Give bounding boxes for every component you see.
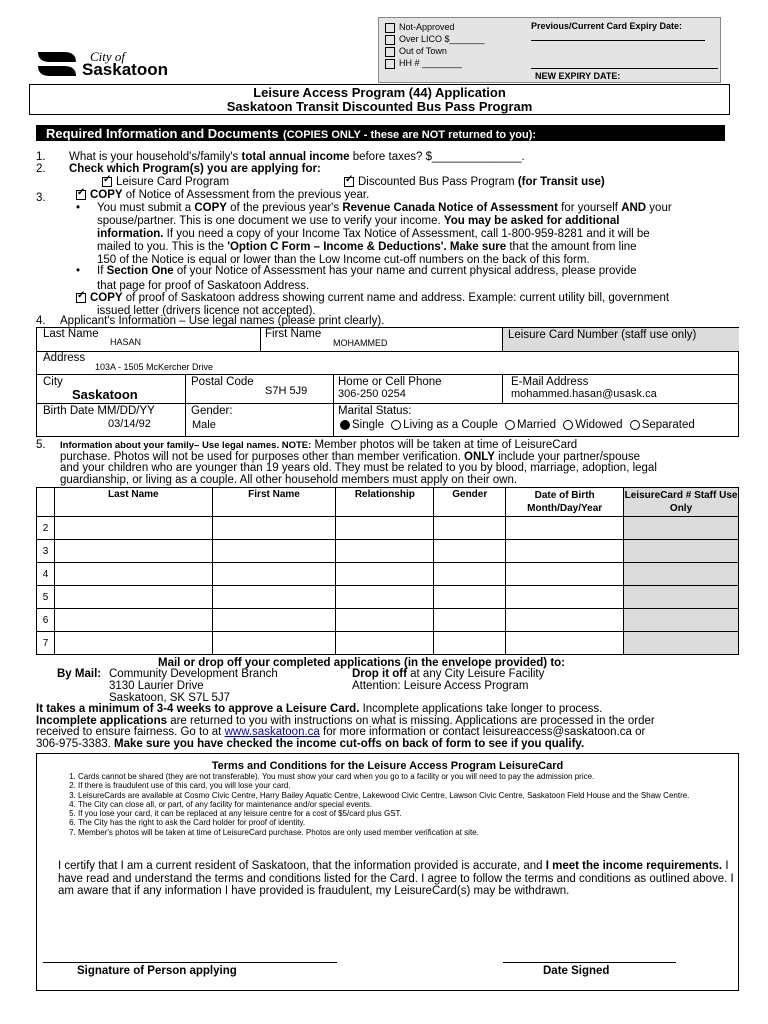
terms-item: 6. The City has the right to ask the Card holder for proof of identity. xyxy=(78,818,758,827)
terms-item: 7. Member's photos will be taken at time of LeisureCard purchase. Photos are only used member verification at site. xyxy=(78,828,758,837)
title-box xyxy=(29,84,730,115)
question-2: 2. Check which Program(s) you are applying for: xyxy=(36,163,321,175)
bullet-icon: • xyxy=(76,265,81,277)
checkbox-checked-icon xyxy=(76,293,86,303)
first-name-label: First Name xyxy=(265,328,322,340)
col-header-relationship: Relationship xyxy=(336,488,434,517)
mail-heading: Mail or drop off your completed applications (in the envelope provided) to: xyxy=(158,657,565,669)
prev-expiry-line[interactable] xyxy=(531,40,705,41)
table-cell[interactable] xyxy=(336,563,434,586)
q3-copy-address[interactable]: ✓COPY of proof of Saskatoon address showing current name and address. Example: current utility bill, government issued letter (drivers licence not accepted). xyxy=(76,292,740,318)
terms-item: 4. The City can close all, or part, of any facility for maintenance and/or special events. xyxy=(78,800,758,809)
program-option-bus-pass[interactable]: ✓ Discounted Bus Pass Program (for Transit use) xyxy=(344,176,605,189)
postal-code-field[interactable]: S7H 5J9 xyxy=(265,385,308,397)
birth-date-label: Birth Date MM/DD/YY xyxy=(43,405,155,417)
q3-bullet-2: • If Section One of your Notice of Assessment has your name and current physical address, please provide that page for proof of Saskatoon Address. xyxy=(76,265,637,292)
terms-item: 1. Cards cannot be shared (they are not transferable). You must show your card when you go to a facility or you will need to pay the admission price. xyxy=(78,772,758,781)
table-cell[interactable] xyxy=(212,563,336,586)
marital-status-label: Marital Status: xyxy=(338,405,412,417)
signature-label: Signature of Person applying xyxy=(77,965,237,977)
family-members-table xyxy=(36,487,739,655)
table-cell[interactable] xyxy=(336,609,434,632)
table-cell[interactable] xyxy=(336,540,434,563)
terms-item: 5. If you lose your card, it can be replaced at any leisure centre for a cost of $5/card plus GST. xyxy=(78,809,758,818)
staff-item-out-of-town[interactable]: Out of Town xyxy=(385,45,485,57)
table-cell[interactable] xyxy=(336,586,434,609)
mail-address: Community Development Branch 3130 Laurier Drive Saskatoon, SK S7L 5J7 xyxy=(109,668,278,704)
saskatoon-link[interactable]: www.saskatoon.ca xyxy=(224,726,320,738)
phone-label: Home or Cell Phone xyxy=(338,376,442,388)
table-row xyxy=(37,563,739,586)
terms-item: 3. LeisureCards are available at Cosmo Civic Centre, Harry Bailey Aquatic Centre, Lakewood Civic Centre, Lawson Civic Centre, Saskatoon Field House and the Shaw Centre. xyxy=(78,791,758,800)
table-cell[interactable] xyxy=(212,517,336,540)
section-bar: Required Information and Documents (COPIES ONLY - these are NOT returned to you): xyxy=(36,125,725,141)
table-cell[interactable] xyxy=(54,563,212,586)
checkbox-icon xyxy=(385,59,395,69)
row-number: 2 xyxy=(37,517,55,540)
by-mail-label: By Mail: xyxy=(57,668,102,680)
address-label: Address xyxy=(43,352,86,364)
staff-use-box xyxy=(378,17,721,83)
gender-label: Gender: xyxy=(191,405,233,417)
table-cell[interactable] xyxy=(624,540,739,563)
table-row xyxy=(37,586,739,609)
col-header-leisurecard-staff: LeisureCard # Staff Use Only xyxy=(624,488,739,517)
table-cell[interactable] xyxy=(506,517,624,540)
question-3-num: 3. xyxy=(36,192,46,204)
table-cell[interactable] xyxy=(212,609,336,632)
checkbox-icon xyxy=(385,47,395,57)
table-cell[interactable] xyxy=(212,540,336,563)
address-field[interactable]: 103A - 1505 McKercher Drive xyxy=(95,362,214,372)
marital-living-as-couple[interactable]: Living as a Couple xyxy=(387,419,498,431)
city-logo xyxy=(36,48,186,82)
drop-off-info: Drop it off at any City Leisure Facility Attention: Leisure Access Program xyxy=(352,668,545,692)
radio-selected-icon xyxy=(340,420,350,430)
col-header-last-name: Last Name xyxy=(54,488,212,517)
email-field[interactable]: mohammed.hasan@usask.ca xyxy=(511,388,657,400)
row-number: 6 xyxy=(37,609,55,632)
question-1: 1. What is your household's/family's total annual income before taxes? $______________. xyxy=(36,151,525,163)
table-cell[interactable] xyxy=(212,586,336,609)
checkbox-checked-icon xyxy=(344,177,354,187)
program-option-leisure[interactable]: ✓Leisure Card Program xyxy=(102,176,229,189)
table-row xyxy=(37,517,739,540)
table-cell[interactable] xyxy=(434,563,506,586)
logo-line2: Saskatoon xyxy=(82,60,168,79)
table-cell[interactable] xyxy=(624,563,739,586)
question-5: 5. Information about your family– Use legal names. NOTE: Member photos will be taken at time of LeisureCard purchase. Photos will not be used for purposes other than member verification. ONLY include your partner/spouse and your children who are younger than 19 years old. They must be related to you by blood, marriage, adoption, legal guardianship, or living as a couple. All other household members must apply on their own. xyxy=(36,439,657,486)
marital-single[interactable]: Single xyxy=(336,419,384,431)
radio-icon xyxy=(505,420,515,430)
row-number: 4 xyxy=(37,563,55,586)
first-name-field[interactable]: MOHAMMED xyxy=(333,338,388,348)
saskatoon-logo-icon xyxy=(36,48,78,80)
table-cell[interactable] xyxy=(506,632,624,655)
staff-item-hh[interactable]: HH # ________ xyxy=(385,57,485,69)
last-name-label: Last Name xyxy=(43,328,99,340)
postal-code-label: Postal Code xyxy=(191,376,254,388)
form-subtitle: Saskatoon Transit Discounted Bus Pass Program xyxy=(226,99,533,114)
col-header-date-of-birth: Date of Birth Month/Day/Year xyxy=(506,488,624,517)
new-expiry-label: NEW EXPIRY DATE: xyxy=(535,71,621,81)
checkbox-checked-icon xyxy=(76,190,86,200)
form-title: Leisure Access Program (44) Application xyxy=(253,85,506,100)
logo-line1: City of xyxy=(90,49,126,64)
city-label: City xyxy=(43,376,63,388)
table-cell[interactable] xyxy=(506,586,624,609)
table-row xyxy=(37,609,739,632)
last-name-field[interactable]: HASAN xyxy=(110,337,142,347)
table-row xyxy=(37,540,739,563)
terms-title: Terms and Conditions for the Leisure Access Program LeisureCard xyxy=(211,760,564,772)
table-cell[interactable] xyxy=(336,632,434,655)
date-signed-label: Date Signed xyxy=(543,965,610,977)
table-cell[interactable] xyxy=(506,609,624,632)
q3-copy-notice[interactable]: ✓ COPY of Notice of Assessment from the previous year. xyxy=(76,189,369,202)
terms-item: 2. If there is fraudulent use of this card, you will lose your card. xyxy=(78,781,758,790)
date-signed-line[interactable] xyxy=(503,962,676,963)
phone-field[interactable]: 306-250 0254 xyxy=(338,388,406,400)
email-label: E-Mail Address xyxy=(511,376,589,388)
table-cell[interactable] xyxy=(624,517,739,540)
table-cell[interactable] xyxy=(54,609,212,632)
table-row xyxy=(37,632,739,655)
checkbox-icon xyxy=(385,23,395,33)
table-cell[interactable] xyxy=(434,517,506,540)
staff-item-over-lico[interactable]: Over LICO $_______ xyxy=(385,33,485,45)
processing-notes: It takes a minimum of 3-4 weeks to approve a Leisure Card. Incomplete applications take longer to process. Incomplete applications are returned to you with instructions on what is missing. Applications are processed in the order received to ensure fairness. Go to at www.saskatoon.ca for more information or contact leisureaccess@saskatoon.ca or 306-975-3383. Make sure you have checked the income cut-offs on back of form to see if you qualify. xyxy=(36,703,655,750)
leisure-card-number-label: Leisure Card Number (staff use only) xyxy=(508,329,697,341)
col-header-first-name: First Name xyxy=(212,488,336,517)
table-cell[interactable] xyxy=(434,609,506,632)
col-header-gender: Gender xyxy=(434,488,506,517)
prev-expiry-label: Previous/Current Card Expiry Date: xyxy=(531,21,683,31)
table-cell[interactable] xyxy=(624,586,739,609)
table-cell[interactable] xyxy=(434,632,506,655)
row-number: 7 xyxy=(37,632,55,655)
table-cell[interactable] xyxy=(336,517,434,540)
marital-status-options xyxy=(336,419,695,432)
table-cell[interactable] xyxy=(212,632,336,655)
radio-icon xyxy=(630,420,640,430)
table-cell[interactable] xyxy=(434,540,506,563)
table-cell[interactable] xyxy=(54,632,212,655)
table-cell[interactable] xyxy=(624,632,739,655)
q3-bullet-1: • You must submit a COPY of the previous year's Revenue Canada Notice of Assessment for yourself AND your spouse/partner. This is one document we use to verify your income. You may be asked for additional information. If you need a copy of your Income Tax Notice of Assessment, call 1-800-959-8281 and it will be mailed to you. This is the 'Option C Form – Income & Deductions'. Make sure that the amount from line 150 of the Notice is equal or lower than the Low Income cut-off numbers on the back of this form. xyxy=(76,202,672,266)
checkbox-checked-icon xyxy=(102,177,112,187)
question-4: 4. Applicant's Information – Use legal names (please print clearly). xyxy=(36,315,385,327)
marital-separated[interactable]: Separated xyxy=(626,419,695,431)
radio-icon xyxy=(391,420,401,430)
terms-list xyxy=(40,772,758,837)
table-cell[interactable] xyxy=(506,563,624,586)
bullet-icon: • xyxy=(76,202,81,214)
birth-date-field[interactable]: 03/14/92 xyxy=(108,418,151,430)
table-cell[interactable] xyxy=(624,609,739,632)
row-number: 5 xyxy=(37,586,55,609)
table-cell[interactable] xyxy=(506,540,624,563)
marital-widowed[interactable]: Widowed xyxy=(559,419,622,431)
table-cell[interactable] xyxy=(54,540,212,563)
signature-line[interactable] xyxy=(43,962,337,963)
marital-married[interactable]: Married xyxy=(501,419,556,431)
city-field[interactable]: Saskatoon xyxy=(72,387,138,402)
table-cell[interactable] xyxy=(434,586,506,609)
row-number: 3 xyxy=(37,540,55,563)
table-cell[interactable] xyxy=(54,586,212,609)
table-header-row xyxy=(37,488,739,517)
checkbox-icon xyxy=(385,35,395,45)
radio-icon xyxy=(563,420,573,430)
gender-field[interactable]: Male xyxy=(192,419,216,431)
certification-text: I certify that I am a current resident of Saskatoon, that the information provided is accurate, and I meet the income requirements. I have read and understand the terms and conditions listed for the Card. I agree to follow the terms and conditions as outlined above. I am aware that if any information I have provided is fraudulent, my LeisureCard(s) may be withdrawn. xyxy=(58,860,734,897)
staff-item-not-approved[interactable]: Not-Approved xyxy=(385,21,485,33)
table-cell[interactable] xyxy=(54,517,212,540)
